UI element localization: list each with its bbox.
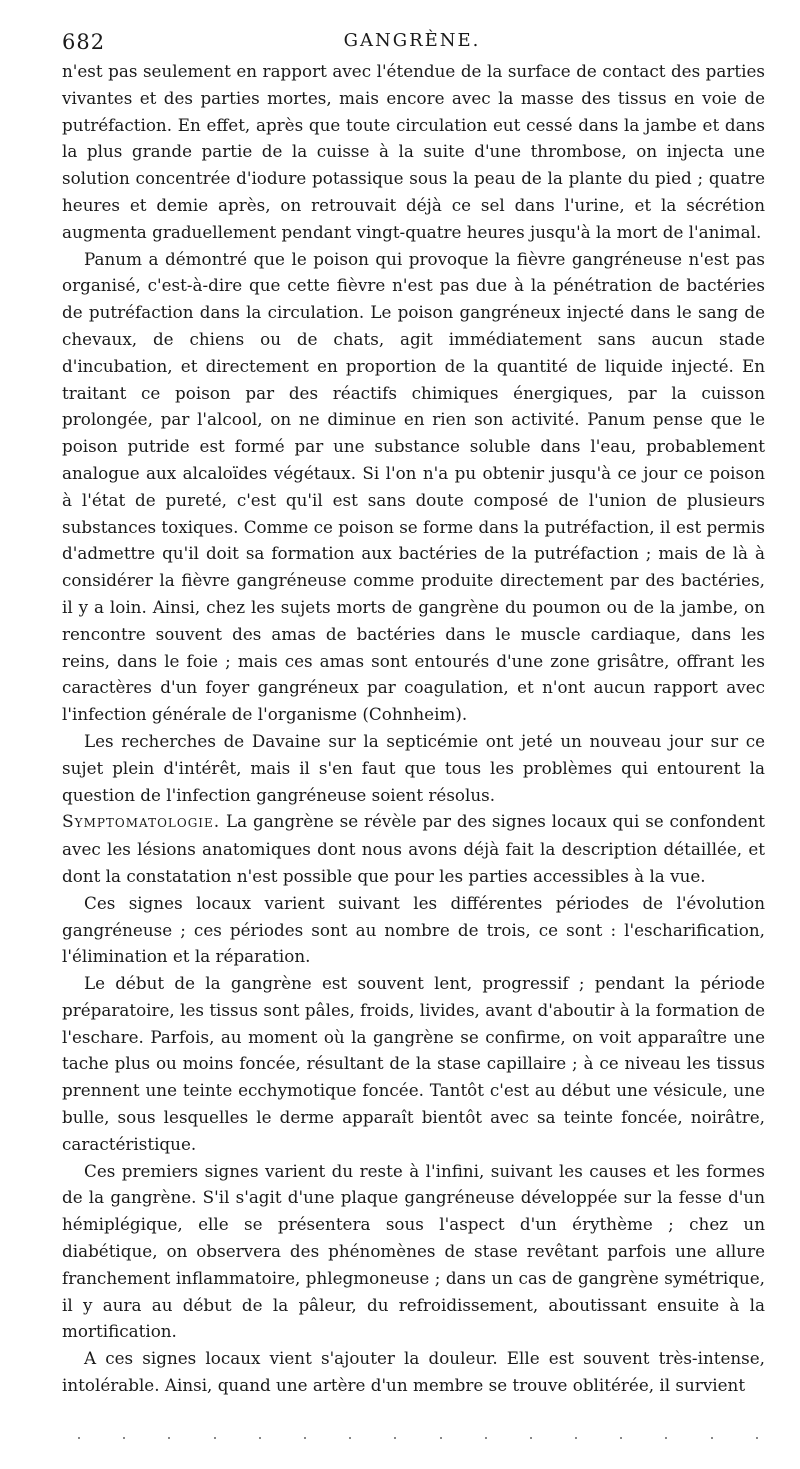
footer-mark: [78, 1437, 758, 1443]
paragraph: Symptomatologie. La gangrène se révèle par des signes locaux qui se confondent avec les lésions anatomiques dont nous avons déjà fait la description détaillée, et dont la constatation n'est possible que pour les parties accessibles à la vue.: [62, 811, 766, 886]
page-header: [62, 30, 762, 56]
paragraph: Panum a démontré que le poison qui provoque la fièvre gangréneuse n'est pas organisé, c'est-à-dire que cette fièvre n'est pas due à la pénétration de bactéries de putréfaction dans la circulation. Le poison gangréneux injecté dans le sang de chevaux, de chiens ou de chats, agit immédiatement sans aucun stade d'incubation, et directement en proportion de la quantité de liquide injecté. En traitant ce poison par des réactifs chimiques énergiques, par la cuisson prolongée, par l'alcool, on ne diminue en rien son activité. Panum pense que le poison putride est formé par une substance soluble dans l'eau, probablement analogue aux alcaloïdes végétaux. Si l'on n'a pu obtenir jusqu'à ce jour ce poison à l'état de pureté, c'est qu'il est sans doute composé de l'union de plusieurs substances toxiques. Comme ce poison se forme dans la putréfaction, il est permis d'admettre qu'il doit sa formation aux bactéries de la putréfaction ; mais de là à considérer la fièvre gangréneuse comme produite directement par des bactéries, il y a loin. Ainsi, chez les sujets morts de gangrène du poumon ou de la jambe, on rencontre souvent des amas de bactéries dans le muscle cardiaque, dans les reins, dans le foie ; mais ces amas sont entourés d'une zone grisâtre, offrant les caractères d'un foyer gangréneux par coagulation, et n'ont aucun rapport avec l'infection générale de l'organisme (Cohnheim).: [62, 248, 765, 725]
page-number: 682: [62, 30, 106, 54]
paragraph: Le début de la gangrène est souvent lent, progressif ; pendant la période préparatoire, les tissus sont pâles, froids, livides, avant d'aboutir à la formation de l'eschare. Parfois, au moment où la gangrène se confirme, on voit apparaître une tache plus ou moins foncée, résultant de la stase capillaire ; à ce niveau les tissus prennent une teinte ecchymotique foncée. Tantôt c'est au début une vésicule, une bulle, sous lesquelles le derme apparaît bientôt avec sa teinte foncée, noirâtre, caractéristique.: [62, 973, 765, 1154]
paragraph: Ces premiers signes varient du reste à l'infini, suivant les causes et les formes de la gangrène. S'il s'agit d'une plaque gangréneuse développée sur la fesse d'un hémiplégique, elle se présentera sous l'aspect d'un érythème ; chez un diabétique, on observera des phénomènes de stase revêtant parfois une allure franchement inflammatoire, phlegmoneuse ; dans un cas de gangrène symétrique, il y aura au début de la pâleur, du refroidissement, aboutissant ensuite à la mortification.: [62, 1160, 765, 1342]
paragraph: A ces signes locaux vient s'ajouter la douleur. Elle est souvent très-intense, intolérable. Ainsi, quand une artère d'un membre se trouve oblitérée, il survient: [62, 1348, 765, 1396]
paragraph: Ces signes locaux varient suivant les différentes périodes de l'évolution gangréneuse ; ces périodes sont au nombre de trois, ce sont : l'escharification, l'élimination et la réparation.: [62, 892, 765, 967]
body-text: [62, 58, 765, 1399]
running-title: GANGRÈNE.: [343, 30, 481, 51]
paragraph: Les recherches de Davaine sur la septicémie ont jeté un nouveau jour sur ce sujet plein d'intérêt, mais il s'en faut que tous les problèmes qui entourent la question de l'infection gangréneuse soient résolus.: [62, 730, 765, 805]
paragraph: n'est pas seulement en rapport avec l'étendue de la surface de contact des parties vivantes et des parties mortes, mais encore avec la masse des tissus en voie de putréfaction. En effet, après que toute circulation eut cessé dans la jambe et dans la plus grande partie de la cuisse à la suite d'une thrombose, on injecta une solution concentrée d'iodure potassique sous la peau de la plante du pied ; quatre heures et demie après, on retrouvait déjà ce sel dans l'urine, et la sécrétion augmenta graduellement pendant vingt-quatre heures jusqu'à la mort de l'animal.: [62, 61, 765, 242]
section-heading: Symptomatologie.: [62, 812, 221, 833]
